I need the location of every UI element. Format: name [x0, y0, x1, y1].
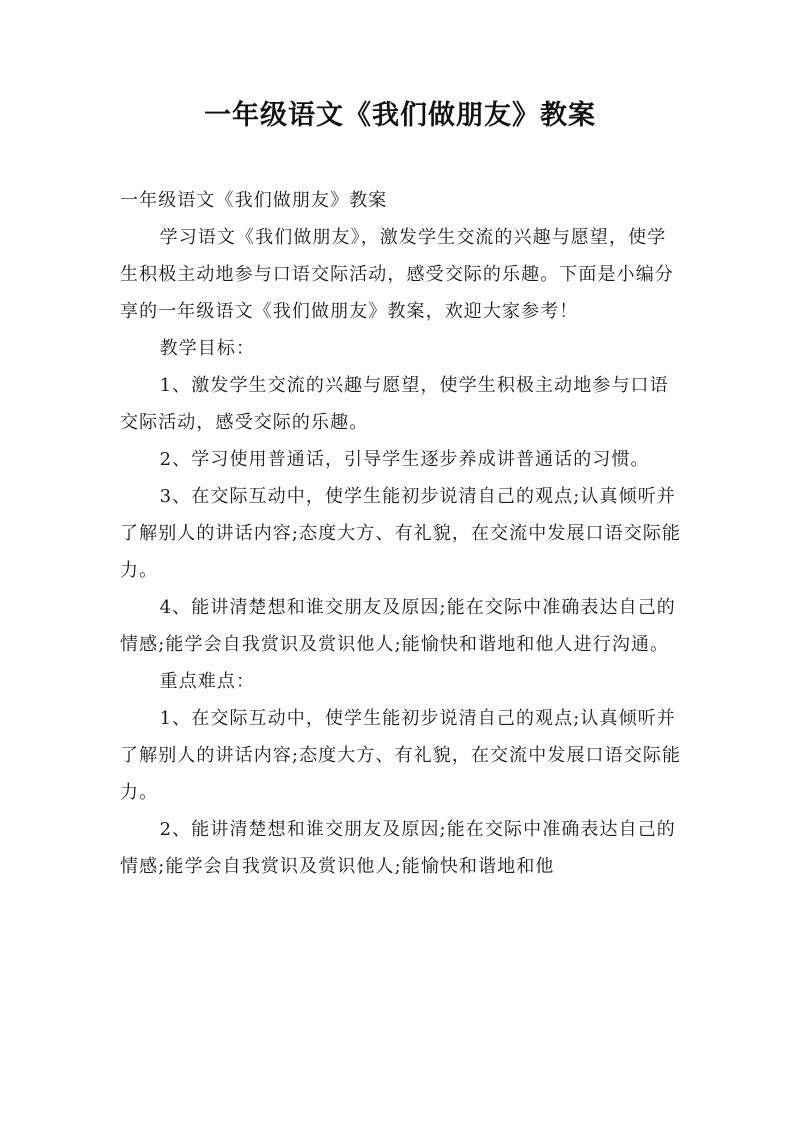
section-heading-objectives: 教学目标：: [159, 338, 256, 359]
objective-item-3: 3、在交际互动中，使学生能初步说清自己的观点;认真倾听并了解别人的讲话内容;态度大方、有礼貌，在交流中发展口语交际能力。: [120, 486, 682, 581]
objective-item-4: 4、能讲清楚想和谁交朋友及原因;能在交际中准确表达自己的情感;能学会自我赏识及赏识他人;能愉快和谐地和他人进行沟通。: [120, 597, 676, 655]
objective-item-1: 1、激发学生交流的兴趣与愿望，使学生积极主动地参与口语交际活动，感受交际的乐趣。: [120, 375, 669, 433]
document-title: 一年级语文《我们做朋友》教案: [204, 100, 596, 131]
section-heading-key-points: 重点难点：: [159, 671, 256, 692]
subtitle-line: 一年级语文《我们做朋友》教案: [120, 190, 388, 211]
objective-item-2: 2、学习使用普通话，引导学生逐步养成讲普通话的习惯。: [159, 449, 650, 470]
intro-paragraph: 学习语文《我们做朋友》，激发学生交流的兴趣与愿望，使学生积极主动地参与口语交际活动，感受交际的乐趣。下面是小编分享的一年级语文《我们做朋友》教案，欢迎大家参考！: [120, 227, 674, 322]
key-point-item-1: 1、在交际互动中，使学生能初步说清自己的观点;认真倾听并了解别人的讲话内容;态度大方、有礼貌，在交流中发展口语交际能力。: [120, 708, 682, 803]
key-point-item-2: 2、能讲清楚想和谁交朋友及原因;能在交际中准确表达自己的情感;能学会自我赏识及赏识他人;能愉快和谐地和他: [120, 819, 676, 877]
document-body: [120, 182, 682, 885]
